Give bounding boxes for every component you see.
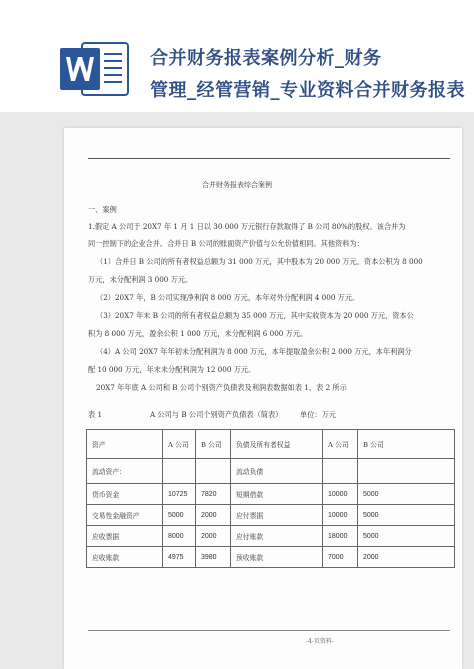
table-cell: 预收账款 bbox=[231, 547, 323, 568]
table-cell: 2000 bbox=[196, 505, 231, 526]
table-cell: 货币资金 bbox=[87, 484, 163, 505]
table-row bbox=[87, 547, 455, 568]
table-cell: 流动负债 bbox=[231, 459, 323, 484]
section-heading: 一、案例 bbox=[88, 205, 117, 214]
header-cell: B 公司 bbox=[358, 430, 455, 459]
page-title-line-1: 合并财务报表案例分析_财务 bbox=[150, 48, 382, 69]
table-caption: A 公司与 B 公司个别资产负债表（简表） bbox=[150, 410, 283, 419]
item-1-line-1: （1）合并日 B 公司的所有者权益总额为 31 000 万元，其中股本为 20 000 万元，资本公积为 8 000 bbox=[96, 257, 423, 266]
table-cell: 5000 bbox=[163, 505, 196, 526]
table-cell: 8000 bbox=[163, 526, 196, 547]
table-cell: 2000 bbox=[358, 547, 455, 568]
document-page bbox=[64, 128, 462, 669]
header-cell: 负债及所有者权益 bbox=[231, 430, 323, 459]
footer-rule bbox=[88, 630, 450, 631]
table-cell bbox=[196, 459, 231, 484]
table-cell: 10000 bbox=[323, 505, 358, 526]
table-row bbox=[87, 484, 455, 505]
table-header-row bbox=[87, 430, 455, 459]
table-cell bbox=[163, 459, 196, 484]
item-2: （2）20X7 年，B 公司实现净利润 8 000 万元，本年对外分配利润 4 000 万元。 bbox=[96, 293, 360, 302]
table-cell: 10000 bbox=[323, 484, 358, 505]
table-cell: 5000 bbox=[358, 484, 455, 505]
table-cell: 2000 bbox=[196, 526, 231, 547]
table-row bbox=[87, 505, 455, 526]
table-cell: 7000 bbox=[323, 547, 358, 568]
header-cell: A 公司 bbox=[163, 430, 196, 459]
table-cell: 应收账款 bbox=[87, 547, 163, 568]
balance-sheet-table bbox=[86, 429, 455, 568]
table-cell: 4975 bbox=[163, 547, 196, 568]
item-3-line-2: 积为 8 000 万元，盈余公积 1 000 万元，未分配利润 6 000 万元。 bbox=[88, 329, 308, 338]
table-row bbox=[87, 459, 455, 484]
document-title: 合并财务报表综合案例 bbox=[202, 181, 272, 189]
table-cell: 交易性金融资产 bbox=[87, 505, 163, 526]
table-cell: 应付账款 bbox=[231, 526, 323, 547]
table-cell: 18000 bbox=[323, 526, 358, 547]
table-number: 表 1 bbox=[88, 410, 103, 419]
table-cell bbox=[323, 459, 358, 484]
header-cell: B 公司 bbox=[196, 430, 231, 459]
table-cell: 10725 bbox=[163, 484, 196, 505]
item-4-line-1: （4）A 公司 20X7 年年初未分配利润为 8 000 万元，本年提取盈余公积 2 000 万元，本年利润分 bbox=[96, 347, 412, 356]
item-1-line-2: 万元，未分配利润 3 000 万元。 bbox=[88, 275, 193, 284]
table-cell: 3980 bbox=[196, 547, 231, 568]
word-document-icon bbox=[60, 40, 130, 98]
paragraph-1-line-1: 1.假定 A 公司于 20X7 年 1 月 1 日以 30 000 万元银行存款取得了 B 公司 80%的股权。该合并为 bbox=[88, 222, 406, 231]
table-row bbox=[87, 526, 455, 547]
paragraph-1-line-2: 同一控制下的企业合并。合并日 B 公司的账面资产价值与公允价值相同。其他资料为： bbox=[88, 239, 364, 248]
header-rule bbox=[88, 158, 450, 159]
item-3-line-1: （3）20X7 年末 B 公司的所有者权益总额为 35 000 万元，其中实收资本为 20 000 万元，资本公 bbox=[96, 311, 414, 320]
page-title-line-2: 管理_经管营销_专业资料合并财务报表 bbox=[150, 80, 465, 101]
header-cell: A 公司 bbox=[323, 430, 358, 459]
page-number: -4-页资料- bbox=[306, 638, 334, 645]
table-cell: 5000 bbox=[358, 526, 455, 547]
summary-line: 20X7 年年底 A 公司和 B 公司个别资产负债表及利润表数据如表 1、表 2 所示 bbox=[96, 383, 347, 392]
table-cell: 应收票据 bbox=[87, 526, 163, 547]
table-cell: 7820 bbox=[196, 484, 231, 505]
header-cell: 资产 bbox=[87, 430, 163, 459]
table-cell: 短期借款 bbox=[231, 484, 323, 505]
table-unit: 单位：万元 bbox=[300, 410, 336, 419]
item-4-line-2: 配 10 000 万元，年末未分配利润为 12 000 万元。 bbox=[88, 365, 256, 374]
table-cell: 应付票据 bbox=[231, 505, 323, 526]
table-cell: 流动资产： bbox=[87, 459, 163, 484]
table-cell: 5000 bbox=[358, 505, 455, 526]
header-banner bbox=[0, 0, 474, 112]
table-cell bbox=[358, 459, 455, 484]
